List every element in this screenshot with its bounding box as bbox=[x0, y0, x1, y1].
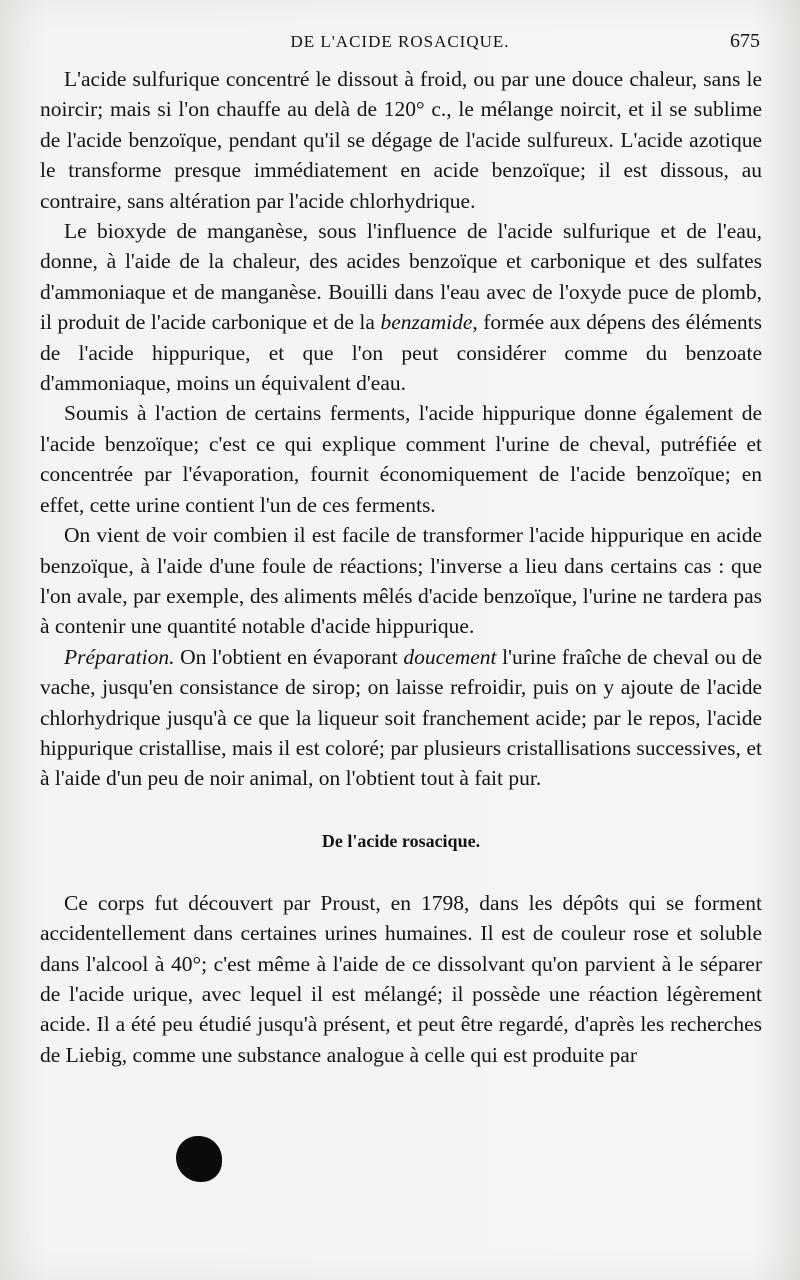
running-title: DE L'ACIDE ROSACIQUE. bbox=[290, 32, 510, 51]
paragraph-2-text-b: formée aux dépens des éléments de l'acide hippurique, et que l'on peut considérer comme du benzoate d'ammoniaque, moins un équivalent d'eau. bbox=[40, 310, 762, 396]
paragraph-2-italic: benzamide, bbox=[380, 310, 478, 335]
paragraph-5 bbox=[40, 642, 762, 794]
paragraph-2 bbox=[40, 216, 762, 398]
preparation-label: Préparation. bbox=[64, 644, 175, 669]
paragraph-6: Ce corps fut découvert par Proust, en 1798, dans les dépôts qui se forment accidentellement dans certaines urines humaines. Il est de couleur rose et soluble dans l'alcool à 40°; c'est même à l'aide de ce dissolvant qu'on parvient à le séparer de l'acide urique, avec lequel il est mélangé; il possède une réaction légèrement acide. Il a été peu étudié jusqu'à présent, et peut être regardé, d'après les recherches de Liebig, comme une substance analogue à celle qui est produite par bbox=[40, 890, 762, 1067]
paragraph-2-text-a: Le bioxyde de manganèse, sous l'influence de l'acide sulfurique et de l'eau, donne, à l'aide de la chaleur, des acides benzoïque et carbonique et des sulfates d'ammoniaque et de manganèse. Bouilli dans l'eau avec de l'oxyde puce de plomb, il produit de l'acide carbonique et de la bbox=[40, 219, 762, 335]
ink-blot bbox=[176, 1136, 222, 1182]
paragraph-3: Soumis à l'action de certains ferments, l'acide hippurique donne également de l'acide benzoïque; c'est ce qui explique comment l'urine de cheval, putréfiée et concentrée par l'évaporation, fournit économiquement de l'acide benzoïque; en effet, cette urine contient l'un de ces ferments. bbox=[40, 401, 762, 517]
section-heading: De l'acide rosacique. bbox=[321, 830, 481, 851]
paragraph-1: L'acide sulfurique concentré le dissout à froid, ou par une douce chaleur, sans le noircir; mais si l'on chauffe au delà de 120° c., le mélange noircit, et il se sublime de l'acide benzoïque, pendant qu'il se dégage de l'acide sulfureux. L'acide azotique le transforme presque immédiatement en acide benzoïque; il est dissous, au contraire, sans altération par l'acide chlorhydrique. bbox=[40, 67, 762, 213]
body-text bbox=[40, 64, 762, 1070]
paragraph-4: On vient de voir combien il est facile de transformer l'acide hippurique en acide benzoïque, à l'aide d'une foule de réactions; l'inverse a lieu dans certains cas : que l'on avale, par exemple, des aliments mêlés d'acide benzoïque, l'urine ne tardera pas à contenir une quantité notable d'acide hippurique. bbox=[40, 523, 762, 639]
paragraph-5-text-a: On l'obtient en évaporant bbox=[174, 644, 404, 669]
page-header bbox=[40, 28, 760, 60]
paragraph-5-text-b: l'urine fraîche de cheval ou de vache, jusqu'en consistance de sirop; on laisse refroidir, puis on y ajoute de l'acide chlorhydrique jusqu'à ce que la liqueur soit franchement acide; par le repos, l'acide hippurique cristallise, mais il est coloré; par plusieurs cristallisations successives, et à l'aide d'un peu de noir animal, on l'obtient tout à fait pur. bbox=[40, 644, 762, 791]
page-number: 675 bbox=[730, 30, 760, 52]
paragraph-5-italic: doucement bbox=[403, 644, 497, 669]
